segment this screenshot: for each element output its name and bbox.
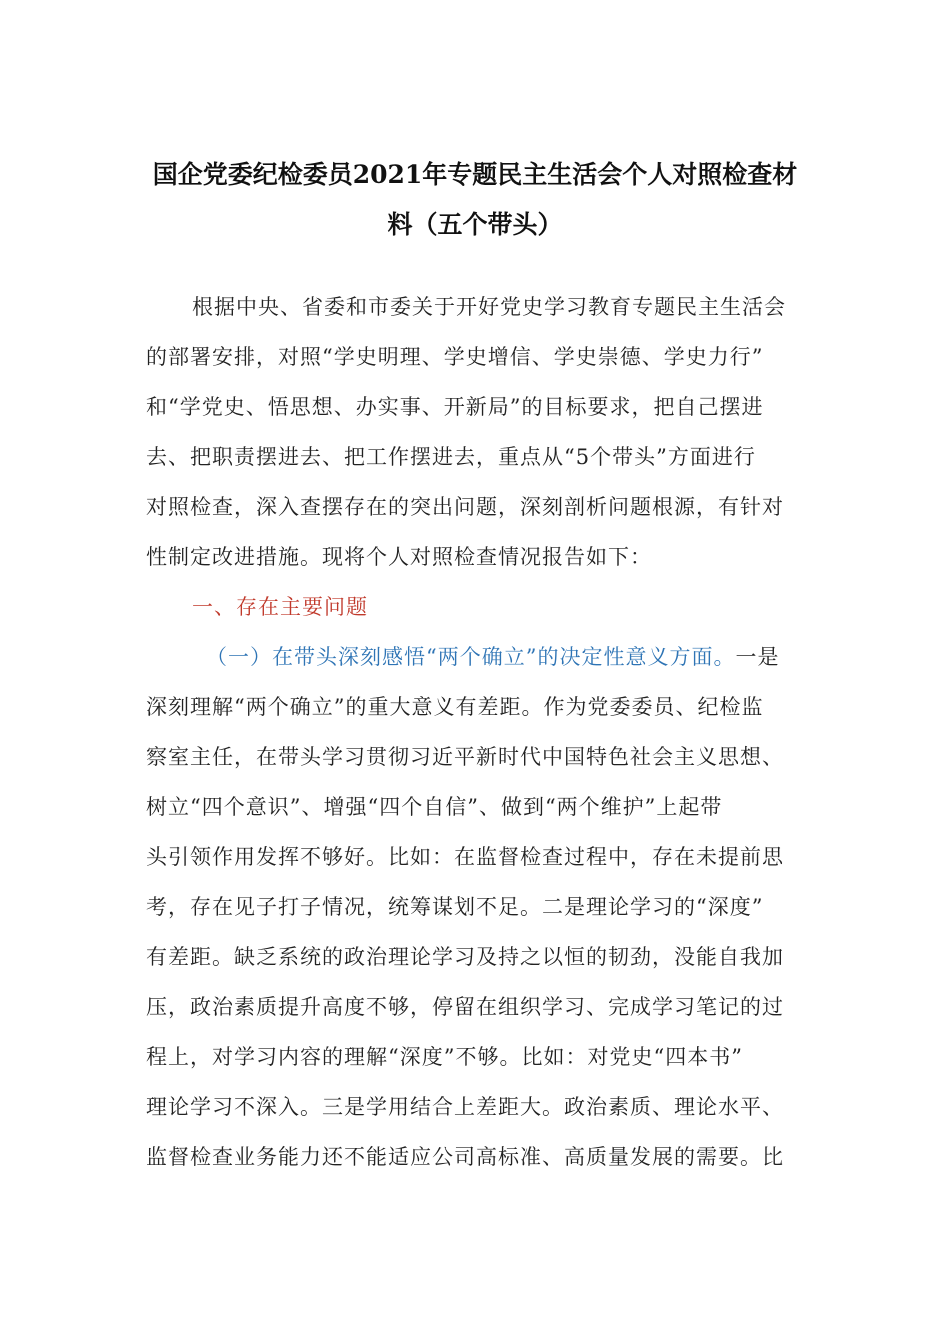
intro-line: 性制定改进措施。现将个人对照检查情况报告如下： — [146, 545, 652, 569]
body-line: 理论学习不深入。三是学用结合上差距大。政治素质、理论水平、 — [146, 1095, 784, 1119]
body-line: 压，政治素质提升高度不够，停留在组织学习、完成学习笔记的过 — [146, 995, 784, 1019]
body-line: 深刻理解“两个确立”的重大意义有差距。作为党委委员、纪检监 — [146, 695, 764, 719]
intro-line: 和“学党史、悟思想、办实事、开新局”的目标要求，把自己摆进 — [146, 395, 764, 419]
body-line: 头引领作用发挥不够好。比如：在监督检查过程中，存在未提前思 — [146, 845, 784, 869]
intro-line: 去、把职责摆进去、把工作摆进去，重点从“5个带头”方面进行 — [146, 445, 756, 469]
intro-line: 的部署安排，对照“学史明理、学史增信、学史崇德、学史力行” — [146, 345, 764, 369]
subsection-heading: （一）在带头深刻感悟“两个确立”的决定性意义方面。 — [206, 645, 736, 669]
intro-line: 对照检查，深入查摆存在的突出问题，深刻剖析问题根源，有针对 — [146, 495, 784, 519]
document-title — [140, 150, 810, 250]
section-heading: 一、存在主要问题 — [192, 595, 368, 619]
title-line-1: 国企党委纪检委员2021年专题民主生活会个人对照检查材 — [152, 160, 798, 189]
subsection-line — [146, 632, 806, 682]
document-body — [146, 282, 806, 1182]
intro-line: 根据中央、省委和市委关于开好党史学习教育专题民主生活会 — [192, 295, 786, 319]
body-line: 察室主任，在带头学习贯彻习近平新时代中国特色社会主义思想、 — [146, 745, 784, 769]
body-line: 树立“四个意识”、增强“四个自信”、做到“两个维护”上起带 — [146, 795, 723, 819]
body-line: 监督检查业务能力还不能适应公司高标准、高质量发展的需要。比 — [146, 1145, 784, 1169]
body-line: 有差距。缺乏系统的政治理论学习及持之以恒的韧劲，没能自我加 — [146, 945, 784, 969]
title-line-2: 料（五个带头） — [387, 210, 563, 239]
body-line: 考，存在见子打子情况，统筹谋划不足。二是理论学习的“深度” — [146, 895, 764, 919]
subsection-tail: 一是 — [735, 645, 780, 669]
body-line: 程上，对学习内容的理解“深度”不够。比如：对党史“四本书” — [146, 1045, 743, 1069]
